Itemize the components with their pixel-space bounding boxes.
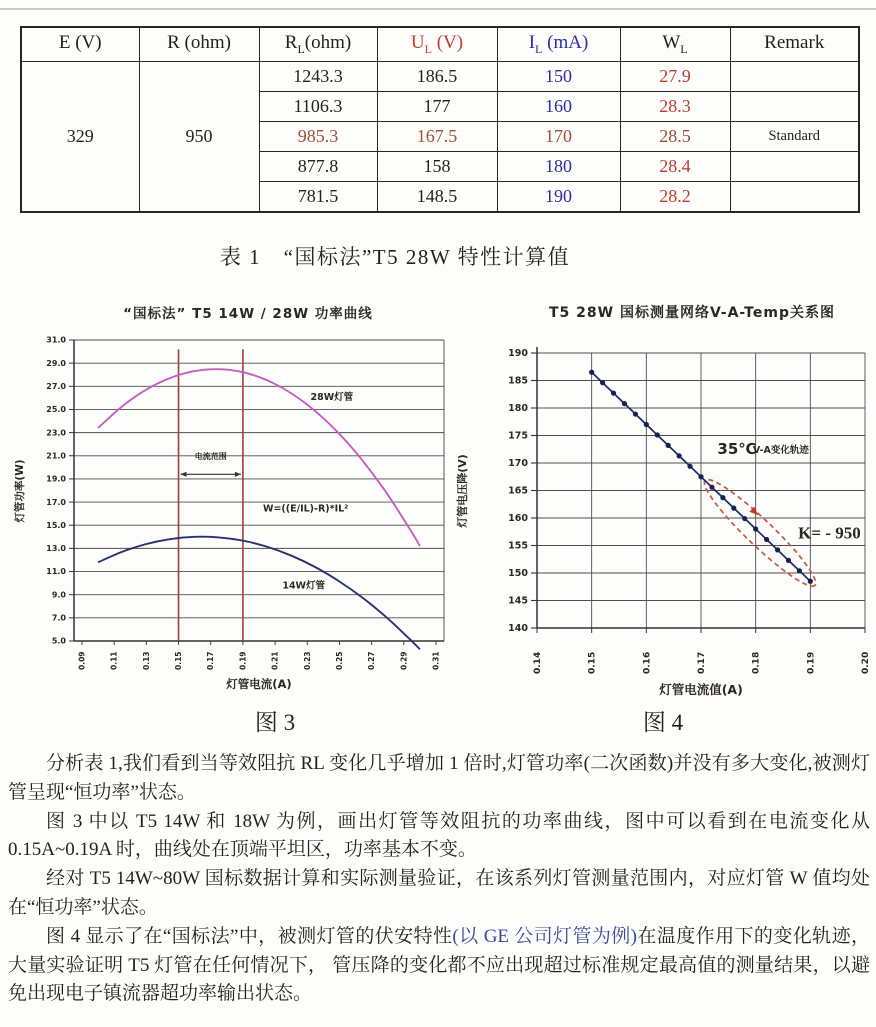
data-point [666, 443, 671, 448]
cell-remark [730, 152, 859, 182]
svg-text:13.0: 13.0 [46, 544, 66, 554]
cell-ul: 148.5 [377, 182, 497, 213]
svg-text:0.17: 0.17 [697, 651, 707, 674]
fig3-grid [69, 340, 444, 641]
table1-caption: 表 1 “国标法”T5 28W 特性计算值 [219, 245, 571, 269]
svg-text:25.0: 25.0 [46, 405, 66, 415]
svg-text:0.20: 0.20 [861, 651, 871, 674]
fig3-title: “国标法” T5 14W / 28W 功率曲线 [123, 306, 373, 322]
data-point [677, 453, 682, 458]
paragraph [8, 808, 870, 866]
cell-rl: 985.3 [259, 122, 377, 152]
svg-text:0.29: 0.29 [399, 651, 409, 670]
svg-text:0.19: 0.19 [238, 651, 248, 670]
track-annotation: V-A变化轨迹 [752, 445, 809, 457]
svg-text:0.19: 0.19 [806, 651, 817, 674]
data-point [600, 380, 605, 385]
svg-text:0.21: 0.21 [270, 651, 280, 670]
cell-e-value: 329 [21, 62, 139, 213]
fig3-power-curve-chart [8, 294, 450, 700]
header-wl: $W_L$ [620, 27, 730, 62]
cell-il: 190 [497, 182, 620, 213]
slope-k-label: K= - 950 [798, 523, 861, 543]
svg-text:190: 190 [508, 348, 528, 359]
svg-text:0.17: 0.17 [206, 651, 216, 670]
svg-text:140: 140 [508, 623, 528, 634]
svg-text:0.31: 0.31 [431, 651, 441, 670]
cell-il: 160 [497, 92, 620, 122]
formula-label: W=((E/IL)-R)*IL² [262, 503, 349, 515]
svg-text:0.09: 0.09 [77, 651, 87, 670]
data-point [775, 547, 780, 552]
cell-il: 170 [497, 122, 620, 152]
data-point [720, 495, 725, 500]
table1-header-row [21, 27, 859, 62]
data-point [709, 485, 714, 490]
text-run: 图 4 显示了在“国标法”中，被测灯管的伏安特性 [46, 925, 453, 947]
data-point [808, 579, 813, 584]
fig3-ylabel: 灯管功率(W) [14, 459, 26, 523]
svg-text:11.0: 11.0 [46, 567, 66, 577]
data-point [698, 474, 703, 479]
data-point [589, 370, 594, 375]
text-run: 图 3 中以 T5 14W 和 18W 为例，画出灯管等效阻抗的功率曲线，图中可以看到在电流变化从0.15A~0.19A 时，曲线处在顶端平坦区，功率基本不变。 [8, 810, 870, 861]
header-il: $I_L$ (mA) [497, 27, 620, 62]
header-e: E (V) [21, 27, 139, 62]
svg-text:0.14: 0.14 [533, 651, 543, 674]
header-remark: Remark [730, 27, 859, 62]
body-text [8, 750, 870, 1009]
data-point [753, 526, 758, 531]
svg-text:17.0: 17.0 [46, 497, 66, 507]
data-point [797, 568, 802, 573]
figures-strip [0, 290, 876, 748]
svg-text:15.0: 15.0 [46, 520, 66, 530]
svg-text:150: 150 [508, 568, 528, 579]
cell-rl: 781.5 [259, 182, 377, 213]
cell-remark: Standard [730, 122, 859, 152]
cell-ul: 186.5 [377, 62, 497, 92]
table1 [20, 26, 860, 213]
svg-text:27.0: 27.0 [46, 382, 66, 392]
series-28W灯管 [98, 369, 420, 546]
svg-text:23.0: 23.0 [46, 428, 66, 438]
text-run: 在温度作用下的变化轨迹，大量实验证明 T5 灯管在任何情况下， 管压降的变化都不应出现超过标准规定最高值的测量结果，以避免出现电子镇流器超功率输出状态。 [8, 925, 870, 1005]
svg-text:19.0: 19.0 [46, 474, 66, 484]
cell-rl: 1243.3 [259, 62, 377, 92]
data-point [742, 516, 747, 521]
svg-text:0.15: 0.15 [174, 651, 184, 670]
paragraph [8, 750, 870, 808]
cell-ul: 158 [377, 152, 497, 182]
svg-text:0.16: 0.16 [642, 651, 653, 674]
cell-wl: 27.9 [620, 62, 730, 92]
cell-wl: 28.2 [620, 182, 730, 213]
cell-ul: 177 [377, 92, 497, 122]
data-point [622, 401, 627, 406]
cell-ul: 167.5 [377, 122, 497, 152]
cell-wl: 28.5 [620, 122, 730, 152]
header-ul: $U_L$ (V) [377, 27, 497, 62]
text-run: 分析表 1,我们看到当等效阻抗 RL 变化几乎增加 1 倍时,灯管功率(二次函数)并没有多大变化,被测灯管呈现“恒功率”状态。 [8, 753, 870, 803]
cell-remark [730, 92, 859, 122]
data-point [731, 506, 736, 511]
svg-text:160: 160 [508, 513, 528, 524]
svg-text:0.27: 0.27 [367, 651, 377, 670]
cell-il: 180 [497, 152, 620, 182]
svg-text:170: 170 [508, 458, 528, 469]
text-run: 经对 T5 14W~80W 国标数据计算和实际测量验证，在该系列灯管测量范围内，对应灯管 W 值均处在“恒功率”状态。 [8, 868, 870, 918]
cell-r-value: 950 [139, 62, 259, 213]
cell-rl: 877.8 [259, 152, 377, 182]
series-label: 28W灯管 [310, 392, 354, 404]
range-label: 电流范围 [194, 452, 227, 462]
header-r: R (ohm) [139, 27, 259, 62]
svg-text:0.18: 0.18 [751, 651, 762, 674]
svg-text:0.13: 0.13 [141, 651, 151, 670]
svg-text:175: 175 [508, 430, 528, 442]
svg-text:155: 155 [508, 540, 528, 552]
svg-text:145: 145 [508, 595, 528, 607]
svg-text:180: 180 [508, 403, 528, 414]
svg-text:165: 165 [508, 485, 528, 497]
fig4-va-temp-chart [452, 294, 876, 700]
svg-text:5.0: 5.0 [51, 636, 66, 646]
scan-artifact-line [0, 8, 876, 10]
fig4-ylabel: 灯管电压降(V) [456, 454, 469, 528]
cell-rl: 1106.3 [259, 92, 377, 122]
table1-row [21, 62, 859, 92]
svg-text:7.0: 7.0 [51, 613, 66, 623]
header-rl: $R_L(ohm)$ [259, 27, 377, 62]
cell-remark [730, 182, 859, 213]
cell-wl: 28.3 [620, 92, 730, 122]
fig4-xlabel: 灯管电流值(A) [659, 682, 743, 697]
series-14W灯管 [98, 537, 420, 650]
fig4-title: T5 28W 国标测量网络V-A-Temp关系图 [549, 305, 835, 321]
paragraph [8, 865, 870, 923]
data-point [655, 432, 660, 437]
data-point [786, 558, 791, 563]
svg-text:9.0: 9.0 [51, 590, 66, 600]
data-point [633, 411, 638, 416]
highlighted-run: (以 GE 公司灯管为例) [452, 925, 638, 947]
svg-text:29.0: 29.0 [46, 358, 66, 368]
svg-text:0.15: 0.15 [587, 651, 598, 674]
fig3-xlabel: 灯管电流(A) [226, 677, 292, 691]
svg-text:0.25: 0.25 [334, 651, 344, 670]
svg-text:21.0: 21.0 [46, 451, 66, 461]
data-point [644, 422, 649, 427]
svg-text:185: 185 [508, 375, 528, 387]
svg-text:0.23: 0.23 [302, 651, 312, 670]
cell-wl: 28.4 [620, 152, 730, 182]
paragraph [8, 923, 870, 1009]
cell-il: 150 [497, 62, 620, 92]
temp-annotation: 35℃ [717, 440, 757, 459]
svg-text:31.0: 31.0 [46, 335, 66, 345]
cell-remark [730, 62, 859, 92]
fig3-caption: 图 3 [254, 710, 296, 735]
fig4-caption: 图 4 [642, 710, 684, 735]
series-label: 14W灯管 [282, 580, 326, 592]
data-point [687, 464, 692, 469]
data-point [764, 537, 769, 542]
svg-text:0.11: 0.11 [109, 651, 119, 670]
data-point [611, 391, 616, 396]
